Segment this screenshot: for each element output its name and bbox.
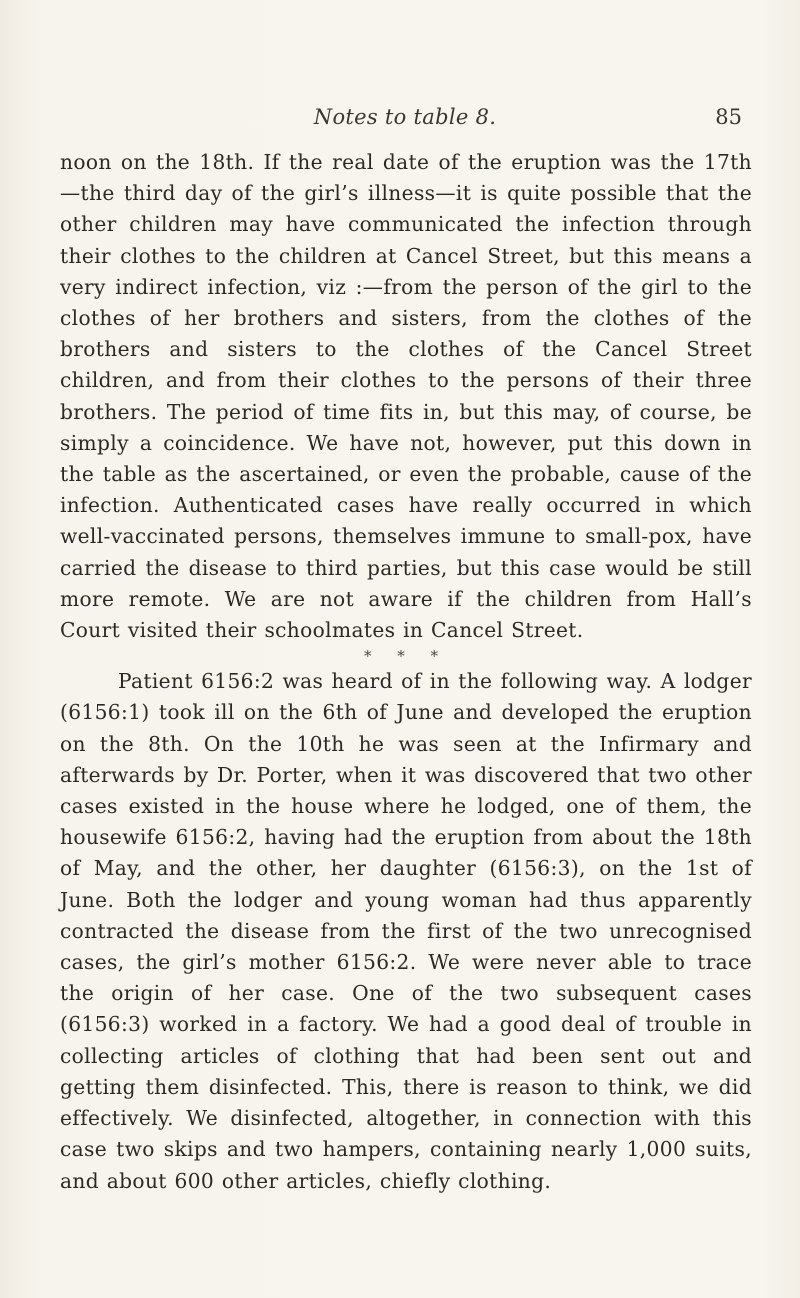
paragraph-1: noon on the 18th. If the real date of the eruption was the 17th—the third day of the girl’s illness—it is quite possible that the other children may have communicated the infection through their clothes to the children at Cancel Street, but this means a very indirect infection, viz :—from the person of the girl to the clothes of her brothers and sisters, from the clothes of the brothers and sisters to the clothes of the Cancel Street children, and from their clothes to the persons of their three brothers. The period of time fits in, but this may, of course, be simply a coincidence. We have not, however, put this down in the table as the ascertained, or even the probable, cause of the infection. Authenticated cases have really occurred in which well-vaccinated persons, themselves immune to small-pox, have carried the disease to third parties, but this case would be still more remote. We are not aware if the children from Hall’s Court visited their schoolmates in Cancel Street.: [60, 150, 752, 643]
section-separator: * * *: [363, 647, 449, 666]
paragraph-2: Patient 6156:2 was heard of in the following way. A lodger (6156:1) took ill on the 6th of June and developed the eruption on the 8th. On the 10th he was seen at the Infirmary and afterwards by Dr. Porter, when it was discovered that two other cases existed in the house where he lodged, one of them, the housewife 6156:2, having had the eruption from about the 18th of May, and the other, her daughter (6156:3), on the 1st of June. Both the lodger and young woman had thus apparently contracted the disease from the first of the two unrecognised cases, the girl’s mother 6156:2. We were never able to trace the origin of her case. One of the two subsequent cases (6156:3) worked in a factory. We had a good deal of trouble in collecting articles of clothing that had been sent out and getting them disinfected. This, there is reason to think, we did effectively. We disinfected, altogether, in connection with this case two skips and two hampers, containing nearly 1,000 suits, and about 600 other articles, chiefly clothing.: [60, 669, 752, 1193]
running-head: [60, 105, 750, 133]
page-number: 85: [715, 105, 742, 129]
running-title: Notes to table 8.: [313, 105, 497, 129]
body-text: [60, 147, 752, 1197]
